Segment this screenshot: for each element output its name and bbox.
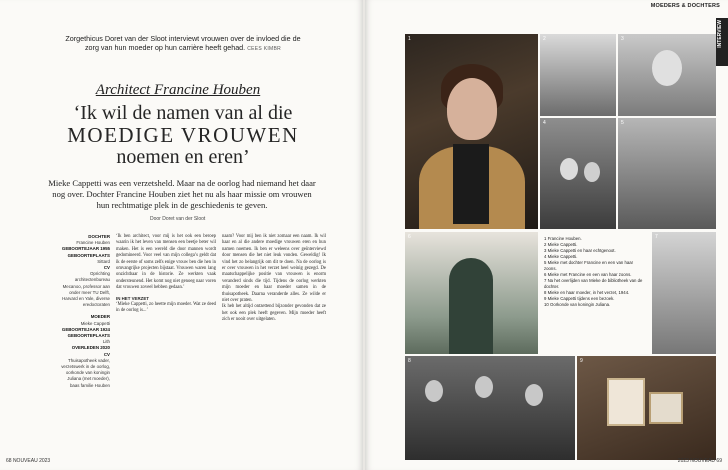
caption-line: 9 Mieke Cappetti tijdens een bezoek. (544, 296, 615, 301)
caption-line: 5 Mieke met dochter Francine en een van haar zoons. (544, 260, 634, 271)
fact-label: CV (103, 351, 110, 357)
photo-bw-family (618, 118, 716, 229)
body-paragraph: ‘Mieke Cappetti, zo heette mijn moeder. Wat ze deed in de oorlog is...’ (116, 302, 216, 314)
caption-line: 8 Mieke en haar moeder, in het verzet, 1944. (544, 290, 630, 295)
byline: Door Doret van der Sloot (150, 216, 206, 222)
lead-paragraph: Mieke Cappetti was een verzetsheld. Maar na de oorlog had niemand het daar nog over. Dochter Francine Houben ziet het nu als haar missie om vrouwen hun rechtmatige plek in de geschiedenis te geven. (48, 178, 316, 210)
photo-bw-couple (540, 118, 616, 229)
folio-left: 68 NOUVEAU 2023 (6, 458, 51, 464)
photo-number: 8 (408, 358, 411, 364)
fact-value: Mieke Cappetti (80, 320, 110, 326)
photo-number: 6 (408, 234, 411, 240)
photo-number: 3 (621, 36, 624, 42)
photo-bw-child (540, 34, 616, 116)
fact-value: Sittard (97, 258, 110, 264)
caption-line: 3 Mieke Cappetti en haar echtgenoot. (544, 248, 616, 253)
fact-value: Thuisapotheek vader, verzetswerk in de oorlog, oorkonde van koningin Juliana (met moeder), baas familie Houben (61, 357, 110, 388)
photo-number: 4 (543, 120, 546, 126)
photo-credit: CEES KIMBR (247, 46, 282, 52)
fact-value: Francine Houben (76, 240, 110, 246)
fact-label: OVERLEDEN 2020 (71, 345, 110, 351)
body-paragraph: naam? Voor mij ben ik niet zomaar een naam. Ik wil haar en al die andere moedige vrouwen eren en hun namen noemen. Ik ben er weleens over geïnterviewd door mensen die het niet leuk vonden. Geweldig! Ik vind het zo belangrijk om dit te doen. Na de oorlog is er over vrouwen in het verzet heel weinig gezegd. De maatschappelijke positie van vrouwen is enorm veranderd sinds die tijd. Tijdens de oorlog werkten mijn moeder en haar moeder samen in de thuisapotheek. Daarna veranderde alles. Ze wilde er niet over praten. (222, 234, 326, 304)
photo-number: 1 (408, 36, 411, 42)
body-paragraph: Ik heb het altijd ontzettend bijzonder gevonden dat ze het ook een plek heeft gegeven. Mijn moeder heeft zich er nooit over uitgelaten. (222, 304, 326, 323)
fact-label: DOCHTER (88, 234, 110, 239)
headline-line-2: MOEDIGE VROUWEN (67, 123, 299, 147)
intro-text (58, 34, 308, 54)
photo-number: 9 (580, 358, 583, 364)
photo-ship-deck (652, 232, 716, 354)
headline-line-3: noemen en eren’ (116, 146, 250, 168)
photo-captions (540, 232, 650, 354)
interview-tab (716, 18, 728, 66)
subhead: IN HET VERZET (116, 295, 149, 301)
body-column-2 (222, 234, 326, 324)
photo-bw-woman (618, 34, 716, 116)
photo-hands-frames (577, 356, 716, 460)
right-page (365, 0, 728, 470)
fact-label: GEBOORTEJAAR 1924 (61, 326, 110, 332)
kicker: Architect Francine Houben (95, 82, 261, 98)
fact-label: GEBOORTEPLAATS (67, 333, 110, 339)
headline-line-1: ‘Ik wil de namen van al die (73, 102, 293, 124)
fact-value: Oprichting architectenbureau Mecanoo, professor aan onder meer TU Delft, Harvard en Yale, diverse eredoctoraten (62, 271, 110, 308)
fact-label: MOEDER (90, 314, 110, 320)
section-label: MOEDERS & DOCHTERS (650, 3, 720, 9)
photo-portrait-francine (405, 34, 538, 229)
caption-line: 7 Na het overlijden van Mieke de bibliotheek van de dochter. (544, 278, 643, 289)
interview-tab-label: INTERVIEW (717, 20, 723, 48)
photo-library-hall (405, 232, 538, 354)
caption-line: 6 Mieke met Francine en een van haar zoons. (544, 272, 632, 277)
intro-body: Zorgethicus Doret van der Sloot interviewt vrouwen over de invloed die de zorg van hun moeder op hun carrière heeft gehad. (65, 34, 301, 52)
left-page (0, 0, 363, 470)
body-column-1 (116, 234, 216, 315)
body-paragraph: ‘Ik ben architect, voor mij is het ook een beroep waarin ik het leven van mensen een beetje beter wil maken. Het is een wereld die door mannen wordt gedomineerd. Voor veel van mijn collega’s geldt dat ik de eerste of soms zelfs enige vrouw ben die hen in omvangrijke projecten bijstaat. Vrouwen waren lang onzichtbaar in de historie. Ze werkten vaak ondersteunend. Het komt nog niet genoeg naar voren dat vrouwen zoveel hebben gedaan.’ (116, 234, 216, 291)
photo-number: 2 (543, 36, 546, 42)
fact-value: Lith (102, 339, 110, 345)
headline (52, 102, 314, 168)
photo-group (405, 356, 575, 460)
photo-number: 5 (621, 120, 624, 126)
caption-line: 2 Mieke Cappetti. (544, 242, 578, 247)
caption-line: 1 Francine Houben. (544, 236, 582, 241)
fact-box (58, 234, 110, 389)
fact-label: CV (103, 265, 110, 271)
caption-line: 10 Oorkonde van koningin Juliana. (544, 302, 611, 307)
caption-line: 4 Mieke Cappetti. (544, 254, 578, 259)
folio-right: 2023 NOUVEAU 69 (677, 458, 722, 464)
fact-label: GEBOORTEJAAR 1955 (61, 246, 110, 252)
fact-label: GEBOORTEPLAATS (67, 252, 110, 258)
photo-number: 7 (655, 234, 658, 240)
